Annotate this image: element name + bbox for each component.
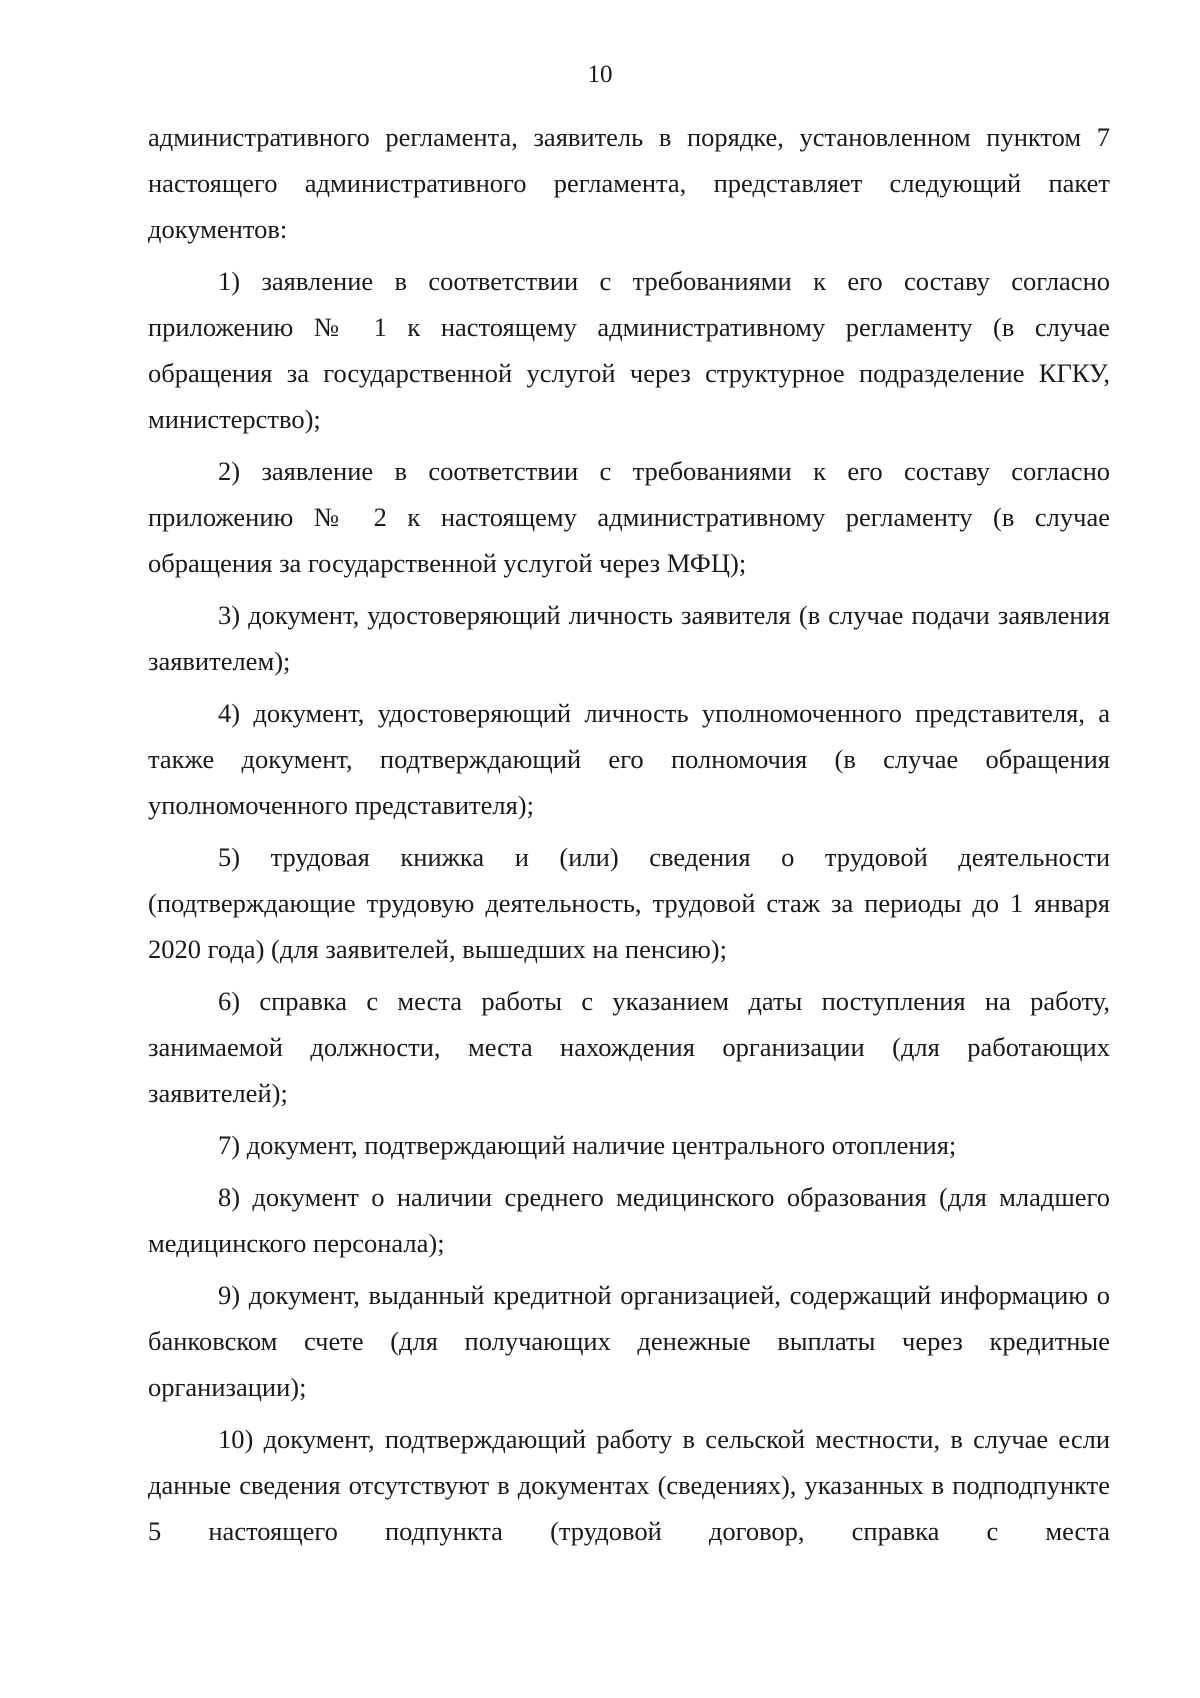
list-item-3: 3) документ, удостоверяющий личность заявителя (в случае подачи заявления заявителем); [148,600,1110,676]
list-item-9: 9) документ, выданный кредитной организацией, содержащий информацию о банковском счете (для получающих денежные выплаты через кредитные организации); [148,1280,1110,1402]
list-item-8: 8) документ о наличии среднего медицинского образования (для младшего медицинского персонала); [148,1182,1110,1258]
document-body [148,114,1110,1560]
list-item-6: 6) справка с места работы с указанием даты поступления на работу, занимаемой должности, места нахождения организации (для работающих заявителей); [148,986,1110,1108]
paragraph-intro-continuation: административного регламента, заявитель в порядке, установленном пунктом 7 настоящего административного регламента, представляет следующий пакет документов: [148,122,1110,244]
list-item-10: 10) документ, подтверждающий работу в сельской местности, в случае если данные сведения отсутствуют в документах (сведениях), указанных в подподпункте 5 настоящего подпункта (трудовой договор, справка с места [148,1424,1110,1546]
list-item-7: 7) документ, подтверждающий наличие центрального отопления; [218,1130,957,1160]
list-item-1: 1) заявление в соответствии с требованиями к его составу согласно приложению № 1 к настоящему административному регламенту (в случае обращения за государственной услугой через структурное подразделение КГКУ, министерство); [148,266,1110,434]
page-number: 10 [587,61,613,88]
list-item-5: 5) трудовая книжка и (или) сведения о трудовой деятельности (подтверждающие трудовую деятельность, трудовой стаж за периоды до 1 января 2020 года) (для заявителей, вышедших на пенсию); [148,842,1110,964]
list-item-2: 2) заявление в соответствии с требованиями к его составу согласно приложению № 2 к настоящему административному регламенту (в случае обращения за государственной услугой через МФЦ); [148,456,1110,578]
list-item-4: 4) документ, удостоверяющий личность уполномоченного представителя, а также документ, подтверждающий его полномочия (в случае обращения уполномоченного представителя); [148,698,1110,820]
